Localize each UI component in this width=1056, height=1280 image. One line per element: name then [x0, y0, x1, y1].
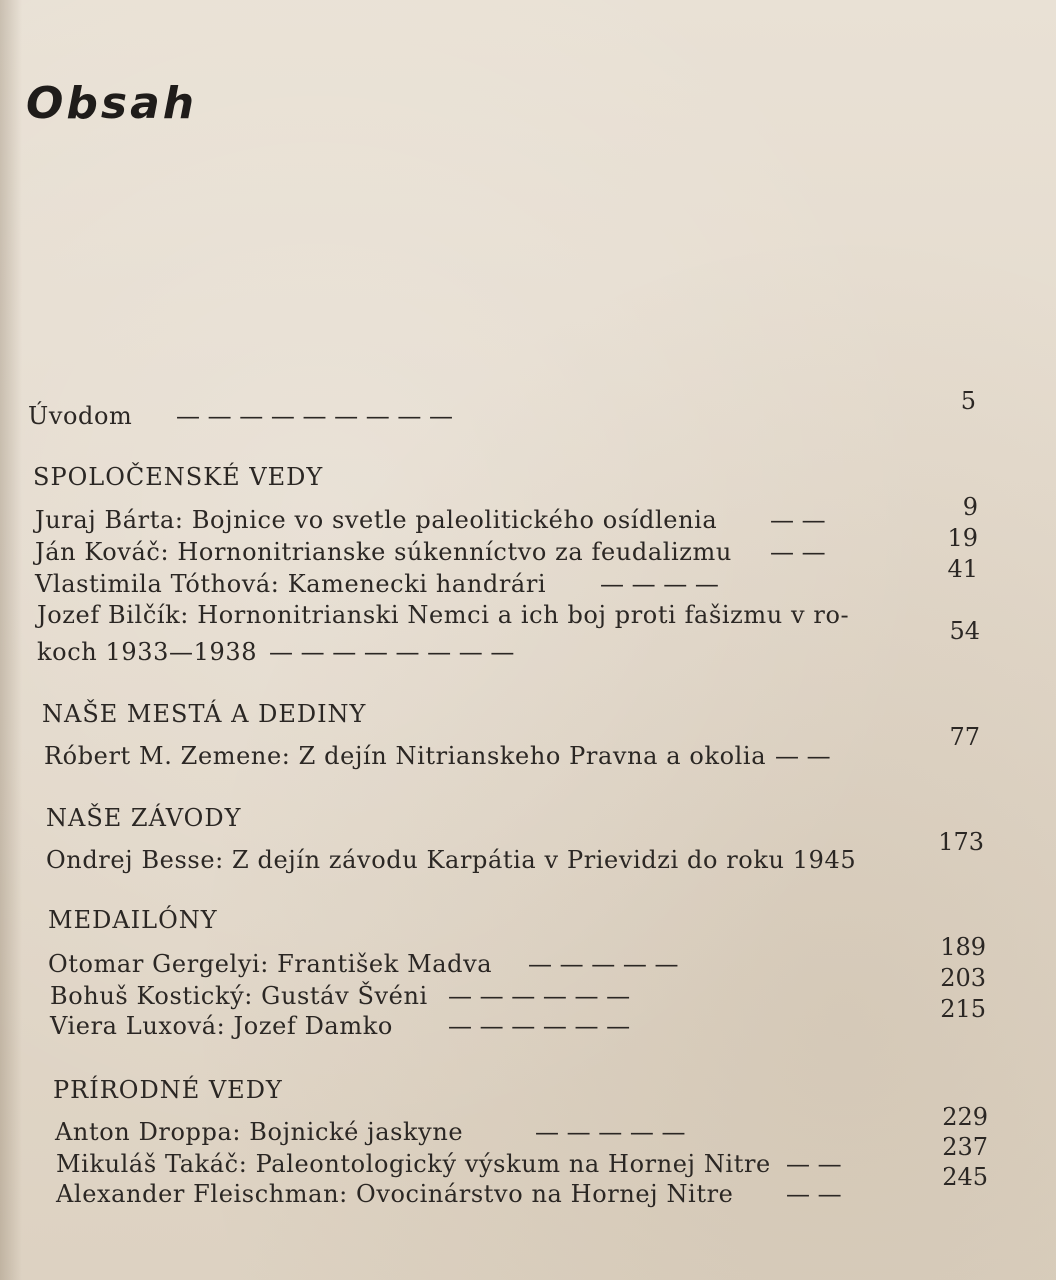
- leader-dashes: — —: [786, 1150, 842, 1178]
- entry-text: Viera Luxová: Jozef Damko: [50, 1012, 393, 1040]
- page-edge-shadow: [0, 0, 22, 1280]
- page-number: 19: [947, 524, 978, 552]
- entry-text: Otomar Gergelyi: František Madva: [48, 950, 493, 978]
- page-number: 189: [940, 933, 986, 961]
- leader-dashes: — — — —: [600, 570, 719, 598]
- entry-text: Úvodom: [28, 402, 133, 430]
- section-heading: NAŠE ZÁVODY: [46, 804, 242, 832]
- entry-text: Anton Droppa: Bojnické jaskyne: [55, 1118, 464, 1146]
- leader-dashes: — — — — —: [535, 1118, 686, 1146]
- entry-text: Mikuláš Takáč: Paleontologický výskum na Hornej Nitre: [56, 1150, 771, 1178]
- leader-dashes: — — — — — —: [448, 1012, 631, 1040]
- entry-text: koch 1933—1938: [37, 638, 258, 666]
- entry-text: Bohuš Kostický: Gustáv Švéni: [50, 982, 428, 1010]
- leader-dashes: — — — — — —: [448, 982, 631, 1010]
- entry-text: Juraj Bárta: Bojnice vo svetle paleolitického osídlenia: [35, 506, 718, 534]
- page-number: 245: [942, 1163, 988, 1191]
- entry-text: Ondrej Besse: Z dejín závodu Karpátia v Prievidzi do roku 1945: [46, 846, 857, 874]
- leader-dashes: — — — — —: [528, 950, 679, 978]
- entry-text: Róbert M. Zemene: Z dejín Nitrianskeho Pravna a okolia: [44, 742, 767, 770]
- page-number: 5: [960, 387, 976, 415]
- toc-entry-intro: [28, 402, 928, 434]
- section-heading: NAŠE MESTÁ A DEDINY: [42, 700, 367, 728]
- section-heading: MEDAILÓNY: [48, 906, 218, 934]
- page-title: Obsah: [26, 78, 198, 129]
- page-number: 173: [938, 828, 984, 856]
- page-number: 77: [949, 723, 980, 751]
- section-heading: PRÍRODNÉ VEDY: [53, 1076, 283, 1104]
- section-heading: SPOLOČENSKÉ VEDY: [33, 463, 324, 491]
- page-number: 203: [940, 964, 986, 992]
- page-number: 41: [947, 555, 978, 583]
- leader-dashes: — —: [770, 538, 826, 566]
- leader-dashes: — — — — — — — —: [269, 638, 515, 666]
- entry-text: Ján Kováč: Hornonitrianske súkenníctvo za feudalizmu: [35, 538, 732, 566]
- leader-dashes: — — — — — — — — —: [176, 402, 454, 430]
- leader-dashes: — —: [770, 506, 826, 534]
- leader-dashes: — —: [786, 1180, 842, 1208]
- entry-text: Jozef Bilčík: Hornonitrianski Nemci a ich boj proti fašizmu v ro-: [37, 601, 850, 629]
- page-number: 229: [942, 1103, 988, 1131]
- page-number: 9: [962, 493, 978, 521]
- entry-text: Vlastimila Tóthová: Kamenecki handrári: [35, 570, 547, 598]
- page-number: 54: [949, 617, 980, 645]
- leader-dashes: — —: [775, 742, 831, 770]
- entry-text: Alexander Fleischman: Ovocinárstvo na Hornej Nitre: [56, 1180, 734, 1208]
- page-number: 215: [940, 995, 986, 1023]
- page-number: 237: [942, 1133, 988, 1161]
